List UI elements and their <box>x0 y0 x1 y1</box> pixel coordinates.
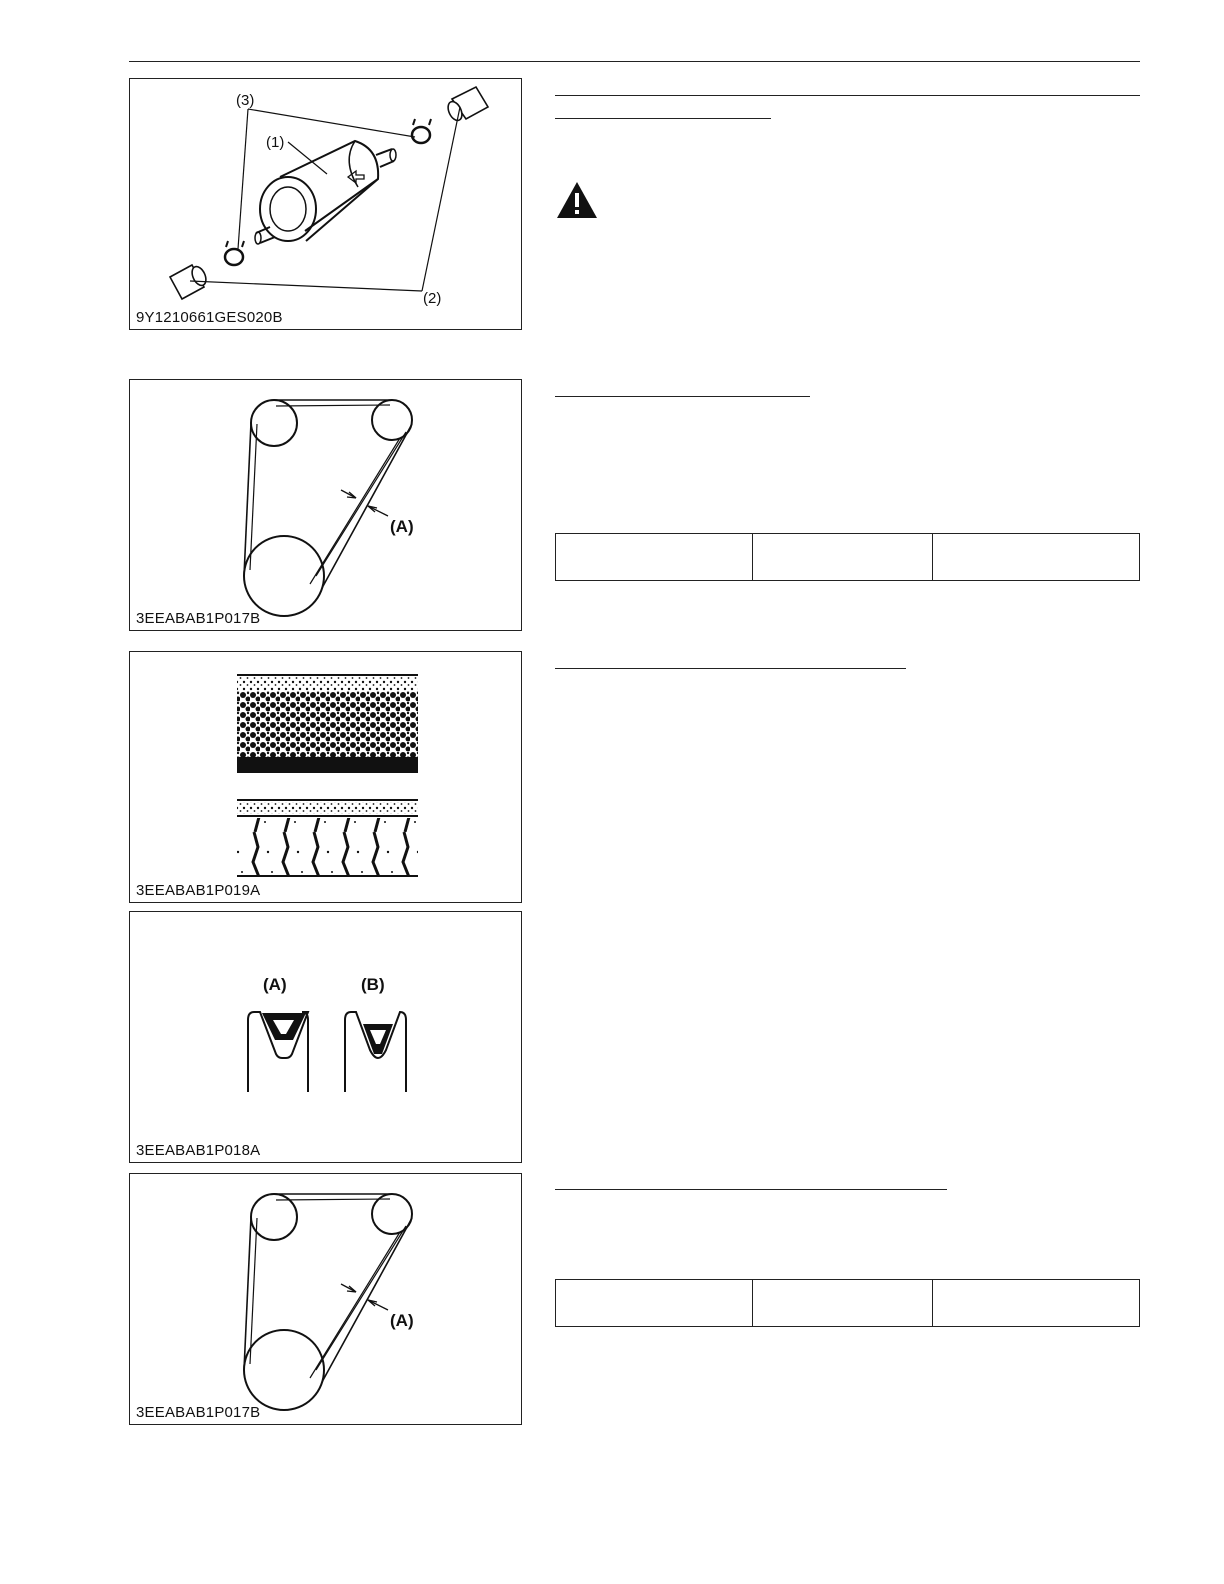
spec-cell <box>933 534 1140 581</box>
spec-cell <box>556 1280 753 1327</box>
figure-belt-tension <box>129 379 522 631</box>
figure-pulley-groove <box>129 911 522 1163</box>
callout-A: (A) <box>263 975 287 994</box>
section-heading-underline-1 <box>555 118 771 119</box>
figure-code: 9Y1210661GES020B <box>136 309 283 326</box>
figure-code: 3EEABAB1P019A <box>136 882 261 899</box>
spec-cell <box>933 1280 1140 1327</box>
section-heading-underline-2 <box>555 396 810 397</box>
belt-tension-drawing <box>130 380 523 632</box>
callout-3: (3) <box>236 92 255 109</box>
figure-code: 3EEABAB1P018A <box>136 1142 261 1159</box>
spec-cell <box>556 534 753 581</box>
figure-code: 3EEABAB1P017B <box>136 1404 261 1421</box>
section-heading-underline-4 <box>555 1189 947 1190</box>
figure-belt-damage <box>129 651 522 903</box>
callout-A: (A) <box>390 1311 414 1330</box>
belt-damage-drawing <box>130 652 523 904</box>
section-heading-underline-3 <box>555 668 906 669</box>
figure-code: 3EEABAB1P017B <box>136 610 261 627</box>
pulley-groove-drawing <box>130 912 523 1164</box>
spec-table-2 <box>555 1279 1140 1327</box>
warning-triangle-icon <box>555 180 599 220</box>
callout-B: (B) <box>361 975 385 994</box>
callout-1: (1) <box>266 134 285 151</box>
header-rule <box>129 61 1140 62</box>
section-rule-1 <box>555 95 1140 96</box>
figure-fuel-filter <box>129 78 522 330</box>
belt-tension-drawing-2 <box>130 1174 523 1426</box>
spec-cell <box>753 1280 933 1327</box>
spec-table-1 <box>555 533 1140 581</box>
fuel-filter-drawing <box>130 79 523 331</box>
spec-cell <box>753 534 933 581</box>
callout-2: (2) <box>423 290 442 307</box>
figure-belt-tension-2 <box>129 1173 522 1425</box>
callout-A: (A) <box>390 517 414 536</box>
